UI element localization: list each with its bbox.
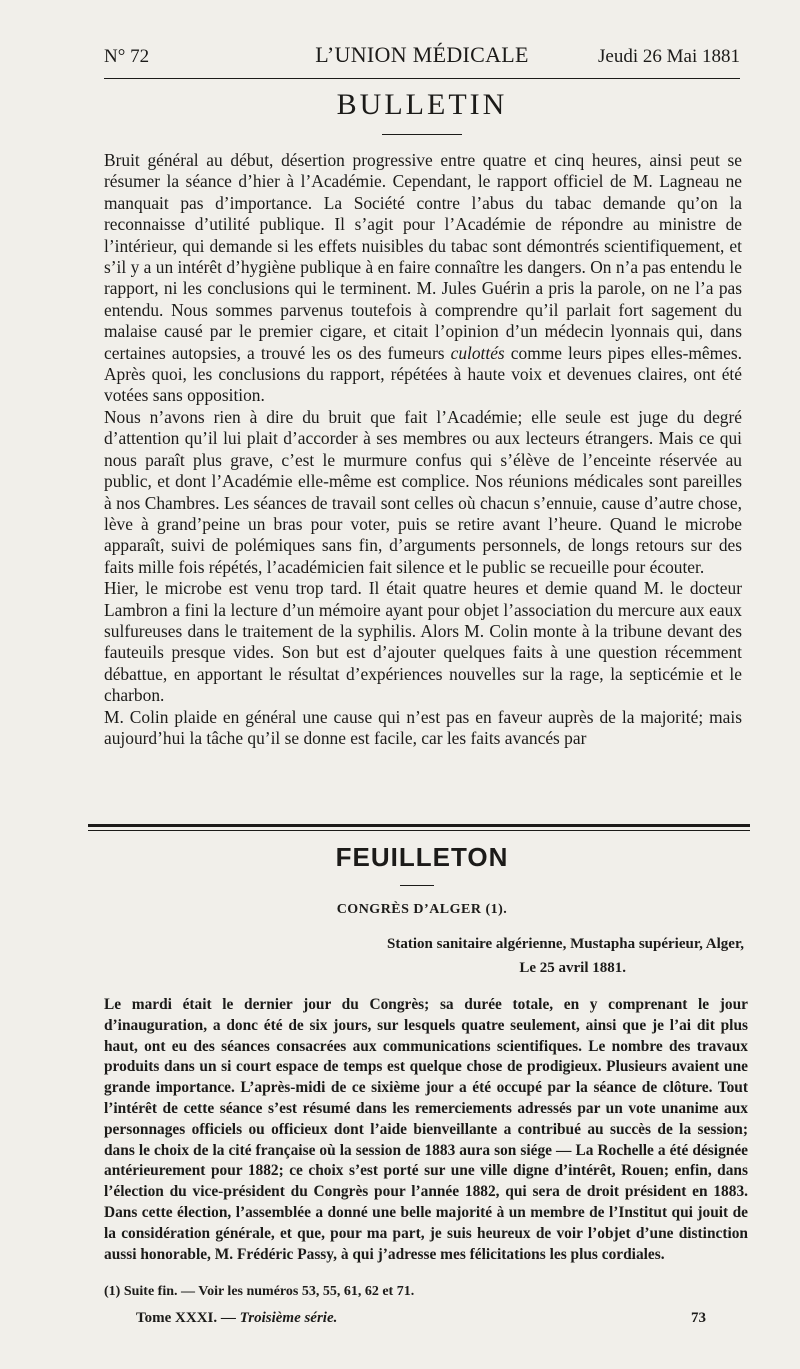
journal-title: L’UNION MÉDICALE [315, 42, 529, 67]
feuilleton-paragraph: Le mardi était le dernier jour du Congrès; sa durée totale, en y comprenant le jour d’inauguration, a donc été de six jours, sur lesquels quatre seulement, ainsi que je l’ai dit plus haut, ont eu des séances consacrées aux communications scientifiques. Le nombre des travaux produits dans un si court espace de temps est quelque chose de prodigieux. Plusieurs avaient une grande importance. L’après-midi de ce sixième jour a été occupé par la séance de clôture. Tout l’intérêt de cette séance s’est résumé dans les remerciements adressés par un vote unanime aux personnages officiels ou officieux dont l’aide bienveillante a contribué au succès de la session; dans le choix de la cité française où la session de 1883 aura son siége — La Rochelle a été désignée antérieurement pour 1882; ce choix s’est porté sur une ville digne d’intérêt, Rouen; enfin, dans l’élection du vice-président du Congrès pour l’année 1882, qui sera de droit président en 1883. Dans cette élection, l’assemblée a donné une belle majorité à un membre de l’Institut qui jouit de la considération générale, et que, pour ma part, je suis heureux de voir l’objet d’une distinction aussi honorable, M. Frédéric Passy, à qui j’adresse mes félicitations les plus cordiales. [104, 996, 748, 1263]
bulletin-paragraph-2: Nous n’avons rien à dire du bruit que fait l’Académie; elle seule est juge du degré d’attention qu’il lui plait d’accorder à ses membres ou aux lecteurs étrangers. Mais ce qui nous paraît plus grave, c’est le murmure confus qui s’élève de l’enceinte réservée au public, et dont l’Académie elle-même est complice. Nos réunions médicales sont pareilles à nos Chambres. Les séances de travail sont celles où chacun s’ennuie, cause d’autre chose, lève à grand’peine un bras pour voter, puis se retire avant l’heure. Quand le microbe apparaît, suivi de polémiques sans fin, d’arguments personnels, de longs retours sur des faits mille fois répétés, l’académicien fait silence et le public se recueille pour écouter. [104, 406, 742, 577]
feuilleton-subtitle: CONGRÈS D’ALGER (1). [336, 902, 508, 917]
page-header [104, 40, 740, 76]
series-label: Troisième série. [239, 1310, 338, 1326]
letter-station: Station sanitaire algérienne, Mustapha supérieur, Alger, [387, 936, 744, 952]
bulletin-paragraph-3: Hier, le microbe est venu trop tard. Il était quatre heures et demie quand M. le docteur Lambron a fini la lecture d’un mémoire ayant pour objet l’association du mercure aux eaux sulfureuses dans le traitement de la syphilis. Alors M. Colin monte à la tribune devant des fauteuils presque vides. Son but est d’ajouter quelques faits à une question récemment débattue, en apportant le résultat d’expériences nouvelles sur la rage, la septicémie et le charbon. [104, 578, 742, 706]
feuilleton-title: FEUILLETON [335, 842, 509, 872]
bulletin-title: BULLETIN [336, 88, 508, 121]
bulletin-paragraph-4: M. Colin plaide en général une cause qui n’est pas en faveur auprès de la majorité; mais aujourd’hui la tâche qu’il se donne est facile, car les faits avancés par [104, 706, 742, 748]
page-number: 73 [691, 1310, 706, 1326]
header-rule [104, 78, 740, 79]
section-divider-thin [88, 830, 750, 831]
letter-date: Le 25 avril 1881. [519, 960, 626, 976]
volume-info: Tome XXXI. — Troisième série. [136, 1310, 338, 1326]
section-divider-thick [88, 824, 750, 827]
bulletin-body [104, 150, 742, 749]
bulletin-paragraph-1: Bruit général au début, désertion progressive entre quatre et cinq heures, ainsi peut se résumer la séance d’hier à l’Académie. Cependant, le rapport officiel de M. Lagneau ne manquait pas d’importance. La Société contre l’abus du tabac demande qu’on la reconnaisse d’utilité publique. Il s’agit pour l’Académie de répondre au ministre de l’intérieur, qui demande si les effets nuisibles du tabac sont démontrés scientifiquement, et s’il y a un intérêt d’hygiène publique à en faire connaître les dangers. On n’a pas entendu le rapport, ni les conclusions qui le terminent. M. Jules Guérin a pris la parole, on ne l’a pas entendu. Nous sommes parvenus toutefois à comprendre qu’il parlait fort sagement du malaise causé par le premier cigare, et citait l’opinion d’un médecin lyonnais qui, dans certaines autopsies, a trouvé les os des fumeurs culottés comme leurs pipes elles-mêmes. Après quoi, les conclusions du rapport, répétées à haute voix et devenues claires, ont été votées sans opposition. [104, 150, 742, 406]
footnote: (1) Suite fin. — Voir les numéros 53, 55, 61, 62 et 71. [104, 1284, 415, 1299]
feuilleton-title-rule [400, 885, 434, 886]
feuilleton-body [104, 995, 748, 1265]
issue-number: N° 72 [104, 46, 150, 67]
issue-date: Jeudi 26 Mai 1881 [598, 46, 740, 67]
italic-word: culottés [450, 342, 505, 363]
bulletin-title-rule [382, 134, 462, 135]
